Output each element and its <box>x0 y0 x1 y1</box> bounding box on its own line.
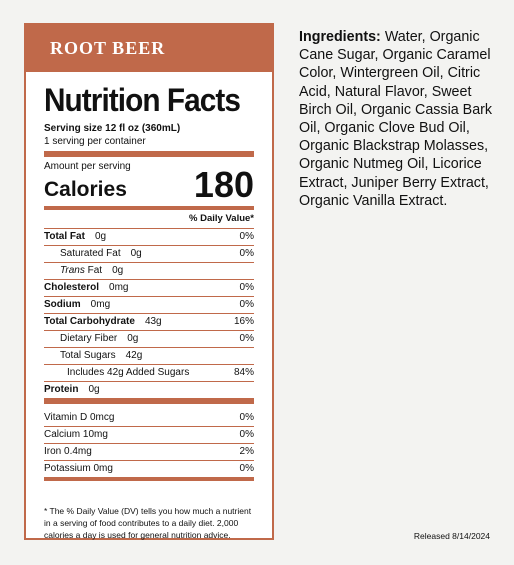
calories-value: 180 <box>193 164 254 205</box>
nutrient-label: Total Carbohydrate <box>44 316 135 327</box>
vitamin-label: Iron 0.4mg <box>44 446 92 457</box>
nutrient-label: Sodium <box>44 299 81 310</box>
nutrient-label: Includes 42g Added Sugars <box>67 367 190 378</box>
nutrient-amount: 42g <box>125 350 143 361</box>
nutrient-amount: 0g <box>94 231 107 242</box>
nutrient-dv: 0% <box>239 231 254 242</box>
product-name-banner: ROOT BEER <box>26 25 272 72</box>
calories-label: Calories <box>44 178 127 201</box>
nutrient-row-added-sugars <box>44 364 254 381</box>
nutrient-label: Protein <box>44 384 79 395</box>
vitamin-row <box>44 460 254 477</box>
nutrient-amount: 0g <box>130 248 142 259</box>
footnote: * The % Daily Value (DV) tells you how much a nutrient in a serving of food contributes to a daily diet. 2,000 calories a day is used for general nutrition advice. <box>44 506 252 540</box>
nutrient-row-total-fat <box>44 228 254 245</box>
amount-per-serving: Amount per serving <box>44 161 131 172</box>
nutrient-amount: 0g <box>88 384 100 395</box>
nutrient-label: Saturated Fat <box>60 248 121 259</box>
nutrient-dv: 16% <box>233 316 254 327</box>
nutrient-row-trans-fat <box>44 262 254 279</box>
nutrient-label: Dietary Fiber <box>60 333 118 344</box>
nutrition-facts-title: Nutrition Facts <box>44 82 241 118</box>
serving-size: Serving size 12 fl oz (360mL) <box>44 123 181 134</box>
nutrient-row-total-carbohydrate <box>44 313 254 330</box>
ingredients-heading: Ingredients: <box>299 29 381 45</box>
nutrient-amount: 43g <box>144 316 162 327</box>
nutrition-label <box>24 23 274 540</box>
nutrient-dv: 0% <box>239 282 254 293</box>
nutrient-dv: 84% <box>233 367 254 378</box>
nutrient-dv: 0% <box>239 333 254 344</box>
nutrient-label: Total Sugars <box>60 350 116 361</box>
nutrient-label: Cholesterol <box>44 282 100 293</box>
nutrient-label: Total Fat <box>44 231 85 242</box>
vitamin-dv: 0% <box>239 463 254 474</box>
nutrient-dv: 0% <box>239 299 254 310</box>
vitamin-row <box>44 443 254 460</box>
vitamin-row <box>44 410 254 426</box>
vitamin-label: Calcium 10mg <box>44 429 108 440</box>
vitamin-dv: 0% <box>239 429 254 440</box>
ingredients-text: Water, Organic Cane Sugar, Organic Caramel Color, Wintergreen Oil, Citric Acid, Natural Flavor, Sweet Birch Oil, Organic Cassia Bark Oil, Organic Clove Bud Oil, Organic Blackstrap Molasses, Organic Nutmeg Oil, Licorice Extract, Juniper Berry Extract, Organic Vanilla Extract. <box>299 29 493 209</box>
nutrient-label: Fat <box>87 265 103 276</box>
divider-medium <box>44 477 254 481</box>
release-date: Released 8/14/2024 <box>413 531 490 541</box>
nutrient-row-saturated-fat <box>44 245 254 262</box>
nutrient-row-cholesterol <box>44 279 254 296</box>
nutrient-amount: 0mg <box>90 299 111 310</box>
nutrient-dv: 0% <box>239 248 254 259</box>
nutrient-label-italic: Trans <box>60 265 85 276</box>
nutrient-amount: 0g <box>112 265 124 276</box>
vitamin-dv: 0% <box>239 412 254 423</box>
vitamin-label: Potassium 0mg <box>44 463 113 474</box>
nutrient-row-sodium <box>44 296 254 313</box>
nutrient-row-protein <box>44 381 254 398</box>
daily-value-header: % Daily Value* <box>189 213 254 224</box>
nutrient-amount: 0mg <box>109 282 129 293</box>
nutrient-row-dietary-fiber <box>44 330 254 347</box>
vitamin-row <box>44 426 254 443</box>
servings-per-container: 1 serving per container <box>44 136 146 147</box>
ingredients-block <box>299 28 499 210</box>
nutrient-amount: 0g <box>127 333 139 344</box>
divider-thick <box>44 151 254 157</box>
nutrient-row-total-sugars <box>44 347 254 364</box>
vitamin-label: Vitamin D 0mcg <box>44 412 115 423</box>
vitamin-dv: 2% <box>239 446 254 457</box>
